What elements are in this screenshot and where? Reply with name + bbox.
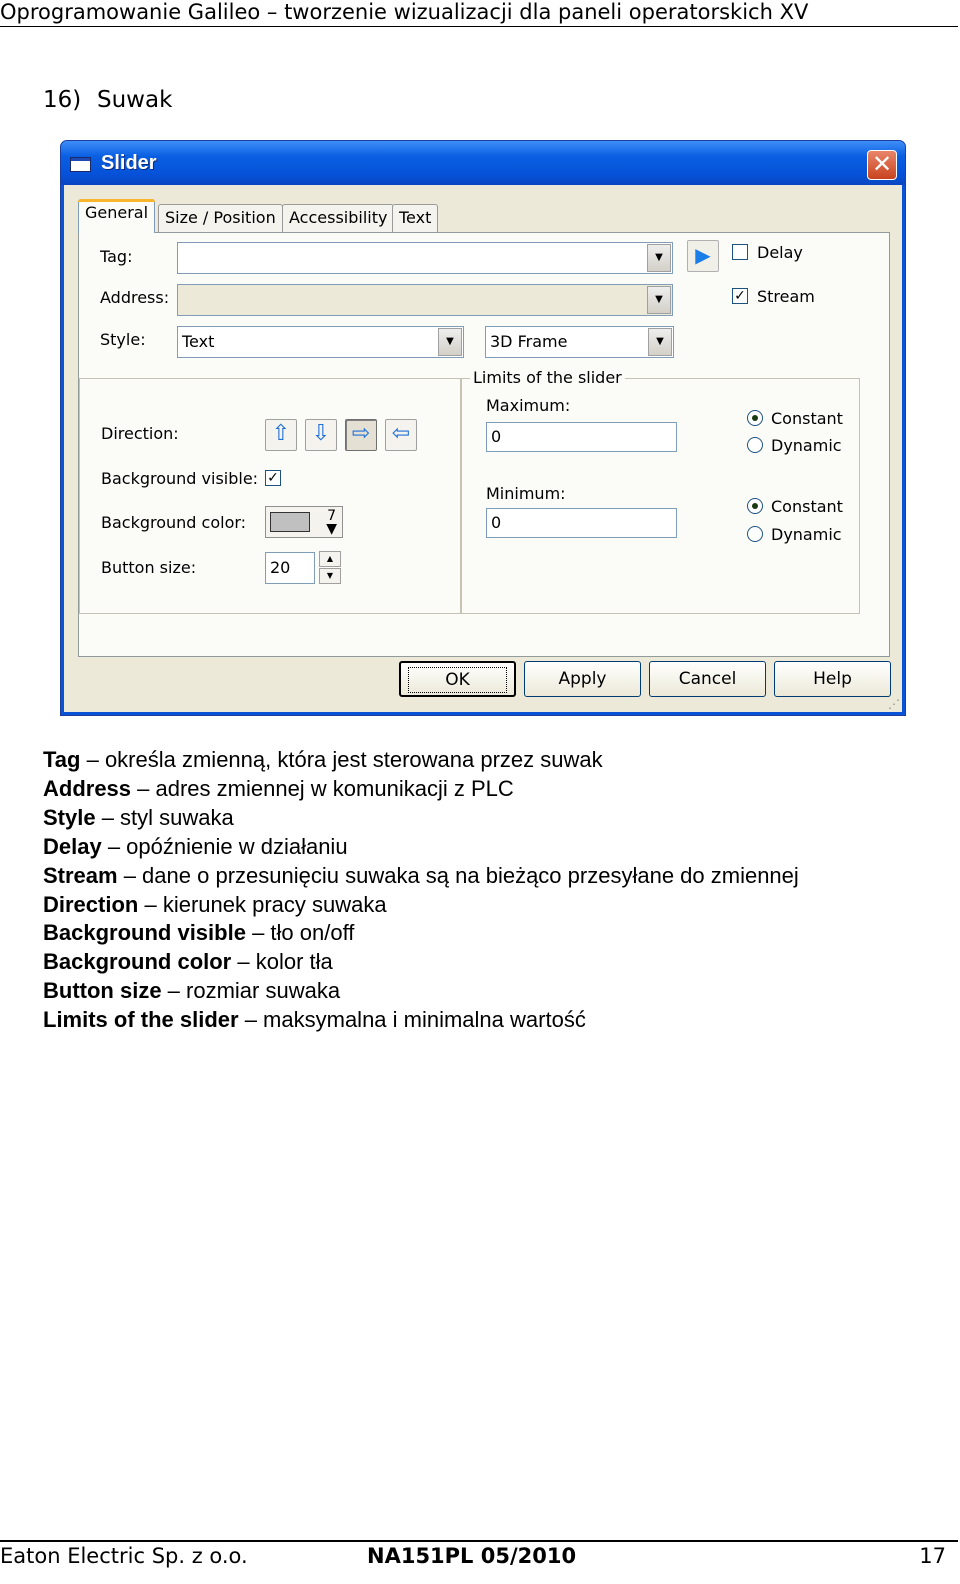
description-text: – rozmiar suwaka bbox=[161, 978, 341, 1004]
minimum-dynamic-radio[interactable] bbox=[747, 526, 763, 542]
bg-visible-checkbox[interactable] bbox=[265, 470, 281, 486]
maximum-input[interactable]: 0 bbox=[486, 422, 677, 452]
tab-accessibility[interactable]: Accessibility bbox=[282, 204, 394, 232]
minimum-constant-label: Constant bbox=[771, 497, 843, 516]
style-combo[interactable] bbox=[177, 326, 464, 358]
bg-color-picker[interactable] bbox=[265, 506, 343, 538]
slider-dialog bbox=[60, 140, 906, 716]
description-term: Tag bbox=[43, 747, 81, 772]
tab-general[interactable]: General bbox=[78, 199, 155, 233]
stream-checkbox[interactable] bbox=[732, 288, 748, 304]
description-text: – styl suwaka bbox=[95, 804, 234, 830]
left-arrow-icon: ⇦ bbox=[391, 421, 411, 446]
section-title bbox=[43, 86, 172, 114]
description-text: – adres zmiennej w komunikacji z PLC bbox=[131, 775, 514, 801]
address-label: Address: bbox=[100, 288, 170, 307]
ok-button-label: OK bbox=[408, 667, 507, 693]
chevron-down-icon[interactable]: ▼ bbox=[647, 286, 671, 314]
page-footer bbox=[0, 1540, 958, 1570]
style-value: Text bbox=[182, 332, 215, 351]
dialog-title: Slider bbox=[101, 152, 157, 174]
apply-button[interactable]: Apply bbox=[524, 661, 641, 697]
minimum-label: Minimum: bbox=[486, 484, 566, 503]
description-text: – opóźnienie w działaniu bbox=[101, 833, 348, 859]
description-row bbox=[43, 891, 943, 920]
description-term: Direction bbox=[43, 891, 139, 917]
tag-combo[interactable] bbox=[177, 242, 673, 274]
address-combo[interactable] bbox=[177, 284, 673, 316]
description-row bbox=[43, 833, 943, 862]
close-icon: ✕ bbox=[871, 150, 893, 178]
chevron-down-icon[interactable]: ▼ bbox=[647, 244, 671, 272]
stream-label: Stream bbox=[757, 287, 815, 306]
minimum-constant-radio[interactable] bbox=[747, 498, 763, 514]
right-arrow-icon: ⇨ bbox=[351, 421, 371, 446]
play-icon: ▶ bbox=[695, 243, 711, 267]
minimum-dynamic-label: Dynamic bbox=[771, 525, 842, 544]
description-row bbox=[43, 1006, 943, 1035]
delay-checkbox[interactable] bbox=[732, 244, 748, 260]
tab-size-position[interactable]: Size / Position bbox=[158, 204, 283, 232]
direction-up-button[interactable] bbox=[265, 419, 297, 451]
bg-color-label: Background color: bbox=[101, 513, 247, 532]
button-size-input[interactable]: 20 bbox=[265, 552, 315, 584]
description-term: Background visible bbox=[43, 920, 246, 946]
maximum-dynamic-radio[interactable] bbox=[747, 437, 763, 453]
button-size-label: Button size: bbox=[101, 558, 197, 577]
description-text: – kierunek pracy suwaka bbox=[138, 891, 387, 917]
maximum-constant-label: Constant bbox=[771, 409, 843, 428]
description-text: – dane o przesunięciu suwaka są na bieżąco przesyłane do zmiennej bbox=[117, 862, 799, 888]
footer-company: Eaton Electric Sp. z o.o. bbox=[0, 1544, 248, 1568]
checkmark-icon: ✓ bbox=[734, 288, 746, 304]
description-text: – kolor tła bbox=[231, 949, 333, 975]
description-row bbox=[43, 948, 943, 977]
bg-visible-label: Background visible: bbox=[101, 469, 259, 488]
direction-down-button[interactable] bbox=[305, 419, 337, 451]
description-row bbox=[43, 804, 943, 833]
description-row bbox=[43, 977, 943, 1006]
tag-browse-button[interactable] bbox=[687, 240, 719, 272]
chevron-down-icon[interactable]: ▼ bbox=[648, 328, 672, 356]
description-term: Stream bbox=[43, 862, 118, 888]
limits-legend: Limits of the slider bbox=[470, 368, 625, 388]
dialog-client-area bbox=[64, 185, 902, 712]
help-button[interactable]: Help bbox=[774, 661, 891, 697]
delay-label: Delay bbox=[757, 243, 803, 262]
description-row bbox=[43, 775, 943, 804]
chevron-down-icon: ▼ bbox=[326, 571, 334, 580]
maximum-constant-radio[interactable] bbox=[747, 410, 763, 426]
footer-doc-id: NA151PL 05/2010 bbox=[367, 1544, 577, 1568]
color-dropdown-icon[interactable]: 7 ▼ bbox=[326, 508, 337, 537]
description-text: – maksymalna i minimalna wartość bbox=[238, 1007, 586, 1033]
color-swatch bbox=[270, 512, 310, 532]
description-term: Address bbox=[43, 775, 132, 801]
spin-down-button[interactable] bbox=[319, 568, 341, 584]
tag-label: Tag: bbox=[100, 247, 133, 266]
tab-text[interactable]: Text bbox=[392, 204, 438, 232]
chevron-up-icon: ▲ bbox=[326, 554, 334, 563]
limits-groupbox bbox=[461, 368, 860, 614]
description-term: Delay bbox=[43, 833, 102, 859]
ok-button[interactable] bbox=[399, 661, 516, 697]
resize-grip-icon[interactable]: ⋰ bbox=[888, 697, 900, 711]
general-tab-panel bbox=[78, 232, 890, 657]
description-row bbox=[43, 746, 943, 775]
section-title-text: Suwak bbox=[97, 87, 173, 113]
checkmark-icon: ✓ bbox=[267, 470, 279, 486]
frame-value: 3D Frame bbox=[490, 332, 568, 351]
dialog-titlebar[interactable] bbox=[61, 141, 905, 185]
description-term: Button size bbox=[43, 978, 162, 1004]
up-arrow-icon: ⇧ bbox=[271, 421, 291, 446]
description-text: – tło on/off bbox=[245, 920, 355, 946]
minimum-input[interactable]: 0 bbox=[486, 508, 677, 538]
footer-page-number: 17 bbox=[919, 1544, 946, 1568]
appearance-groupbox bbox=[79, 378, 461, 614]
maximum-label: Maximum: bbox=[486, 396, 571, 415]
close-button[interactable] bbox=[867, 150, 897, 180]
down-arrow-icon: ⇩ bbox=[311, 421, 331, 446]
description-text: – określa zmienną, która jest sterowana przez suwak bbox=[80, 747, 603, 772]
description-row bbox=[43, 862, 943, 891]
chevron-down-icon[interactable]: ▼ bbox=[438, 328, 462, 356]
direction-left-button[interactable] bbox=[385, 419, 417, 451]
description-term: Limits of the slider bbox=[43, 1007, 239, 1033]
description-list bbox=[43, 746, 943, 1035]
section-number: 16) bbox=[43, 87, 82, 113]
style-label: Style: bbox=[100, 330, 146, 349]
description-term: Style bbox=[43, 804, 96, 830]
cancel-button[interactable]: Cancel bbox=[649, 661, 766, 697]
spin-up-button[interactable] bbox=[319, 551, 341, 567]
page-header: Oprogramowanie Galileo – tworzenie wizualizacji dla paneli operatorskich XV bbox=[0, 0, 958, 27]
maximum-dynamic-label: Dynamic bbox=[771, 436, 842, 455]
description-term: Background color bbox=[43, 949, 232, 975]
direction-right-button[interactable] bbox=[345, 419, 377, 451]
window-icon bbox=[70, 157, 91, 172]
frame-combo[interactable] bbox=[485, 326, 674, 358]
description-row bbox=[43, 919, 943, 948]
direction-label: Direction: bbox=[101, 424, 179, 443]
